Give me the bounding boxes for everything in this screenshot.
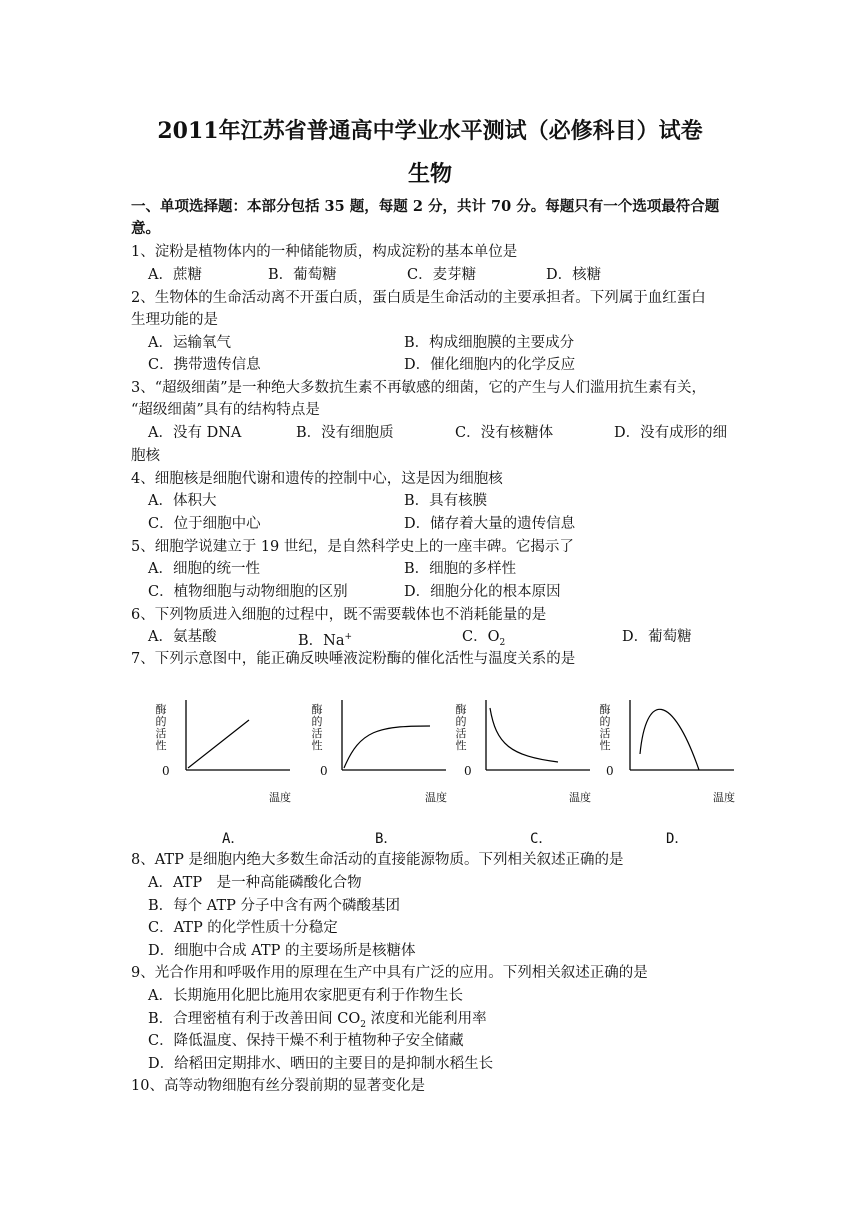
graph-c-label: C．	[530, 831, 553, 847]
q5-option-b: B．细胞的多样性	[404, 561, 517, 577]
question-2-stem-cont: 生理功能的是	[131, 312, 218, 328]
q4-option-c: C．位于细胞中心	[148, 516, 261, 532]
q2-option-a: A．运输氧气	[148, 335, 231, 351]
graph-a-curve	[188, 720, 249, 768]
subject-title: 生物	[407, 161, 452, 187]
q1-option-a: A．蔗糖	[148, 267, 202, 283]
q9-option-b-text-end: 浓度和光能利用率	[365, 1011, 487, 1027]
q6-option-d: D．葡萄糖	[622, 629, 692, 645]
exam-title: 2011年江苏省普通高中学业水平测试（必修科目）试卷	[157, 118, 703, 144]
q1-option-c: C．麦芽糖	[407, 267, 477, 283]
q9-option-b-text: B．合理密植有利于改善田间 CO	[148, 1011, 361, 1027]
graph-b-ylabel: 酶的活性	[311, 703, 323, 752]
q3-option-a: A．没有 DNA	[148, 425, 242, 441]
q4-option-d: D．储存着大量的遗传信息	[404, 516, 576, 532]
q2-option-b: B．构成细胞膜的主要成分	[404, 335, 575, 351]
section-heading-cont: 意。	[131, 220, 160, 237]
question-10-stem: 10、高等动物细胞有丝分裂前期的显著变化是	[131, 1078, 425, 1094]
q4-option-a: A．体积大	[148, 493, 217, 509]
question-3-stem-cont: “超级细菌”具有的结构特点是	[131, 402, 320, 418]
graph-c-origin: 0	[464, 764, 472, 778]
q9-option-d: D．给稻田定期排水、晒田的主要目的是抑制水稻生长	[148, 1056, 494, 1072]
graph-d	[596, 694, 756, 814]
q5-option-d: D．细胞分化的根本原因	[404, 584, 561, 600]
question-2-stem: 2、生物体的生命活动离不开蛋白质，蛋白质是生命活动的主要承担者。下列属于血红蛋白	[131, 290, 706, 306]
graph-c-curve	[490, 708, 558, 762]
graph-d-curve	[640, 709, 699, 770]
graph-c	[452, 694, 612, 814]
question-6-stem: 6、下列物质进入细胞的过程中，既不需要载体也不消耗能量的是	[131, 607, 547, 623]
q8-option-b: B．每个 ATP 分子中含有两个磷酸基团	[148, 898, 400, 914]
q6-option-c-text: C．O	[462, 629, 500, 645]
q8-option-d: D．细胞中合成 ATP 的主要场所是核糖体	[148, 943, 416, 959]
q4-option-b: B．具有核膜	[404, 493, 488, 509]
question-3-stem: 3、“超级细菌”是一种绝大多数抗生素不再敏感的细菌，它的产生与人们滥用抗生素有关，	[131, 380, 707, 396]
q3-option-c: C．没有核糖体	[455, 425, 554, 441]
graph-a-origin: 0	[162, 764, 170, 778]
graph-b-origin: 0	[320, 764, 328, 778]
q1-option-b: B．葡萄糖	[268, 267, 337, 283]
graph-b-curve	[344, 726, 430, 768]
graph-a-plot	[152, 694, 312, 784]
question-8-stem: 8、ATP 是细胞内绝大多数生命活动的直接能源物质。下列相关叙述正确的是	[131, 852, 624, 868]
q3-option-b: B．没有细胞质	[296, 425, 394, 441]
q2-option-c: C．携带遗传信息	[148, 357, 261, 373]
graph-d-origin: 0	[606, 764, 614, 778]
graph-b	[308, 694, 468, 814]
q2-option-d: D．催化细胞内的化学反应	[404, 357, 576, 373]
q1-option-d: D．核糖	[546, 267, 602, 283]
q6-option-a: A．氨基酸	[148, 629, 217, 645]
graph-d-label: D．	[666, 831, 689, 847]
question-9-stem: 9、光合作用和呼吸作用的原理在生产中具有广泛的应用。下列相关叙述正确的是	[131, 965, 648, 981]
q9-option-b-sub: 2	[360, 1019, 366, 1030]
graph-d-xlabel: 温度	[713, 791, 735, 804]
section-heading: 一、单项选择题：本部分包括 35 题，每题 2 分，共计 70 分。每题只有一个选项最符合题	[131, 198, 720, 215]
q9-option-c: C．降低温度、保持干燥不利于植物种子安全储藏	[148, 1033, 464, 1049]
q8-option-c: C．ATP 的化学性质十分稳定	[148, 920, 338, 936]
question-1-stem: 1、淀粉是植物体内的一种储能物质，构成淀粉的基本单位是	[131, 244, 518, 260]
graph-a	[152, 694, 312, 814]
q6-option-b-sup: +	[344, 632, 353, 642]
q3-option-d: D．没有成形的细	[614, 425, 728, 441]
graph-c-plot	[452, 694, 612, 784]
graph-c-ylabel: 酶的活性	[455, 703, 467, 752]
q5-option-a: A．细胞的统一性	[148, 561, 260, 577]
question-5-stem: 5、细胞学说建立于 19 世纪，是自然科学史上的一座丰碑。它揭示了	[131, 539, 574, 555]
q8-option-a: A．ATP 是一种高能磷酸化合物	[148, 875, 362, 891]
graph-d-ylabel: 酶的活性	[599, 703, 611, 752]
q6-option-b-text: B．Na	[298, 632, 345, 649]
question-4-stem: 4、细胞核是细胞代谢和遗传的控制中心，这是因为细胞核	[131, 471, 503, 487]
q5-option-c: C．植物细胞与动物细胞的区别	[148, 584, 348, 600]
question-7-stem: 7、下列示意图中，能正确反映唾液淀粉酶的催化活性与温度关系的是	[131, 651, 576, 667]
graph-d-plot	[596, 694, 756, 784]
graph-b-xlabel: 温度	[425, 791, 447, 804]
q3-option-d-cont: 胞核	[131, 448, 160, 464]
graph-b-plot	[308, 694, 468, 784]
q9-option-a: A．长期施用化肥比施用农家肥更有利于作物生长	[148, 988, 463, 1004]
graph-a-xlabel: 温度	[269, 791, 291, 804]
graph-b-label: B．	[375, 831, 398, 847]
graph-c-xlabel: 温度	[569, 791, 591, 804]
q6-option-c-sub: 2	[499, 637, 506, 648]
graph-a-ylabel: 酶的活性	[155, 703, 167, 752]
graph-a-label: A．	[222, 831, 245, 847]
